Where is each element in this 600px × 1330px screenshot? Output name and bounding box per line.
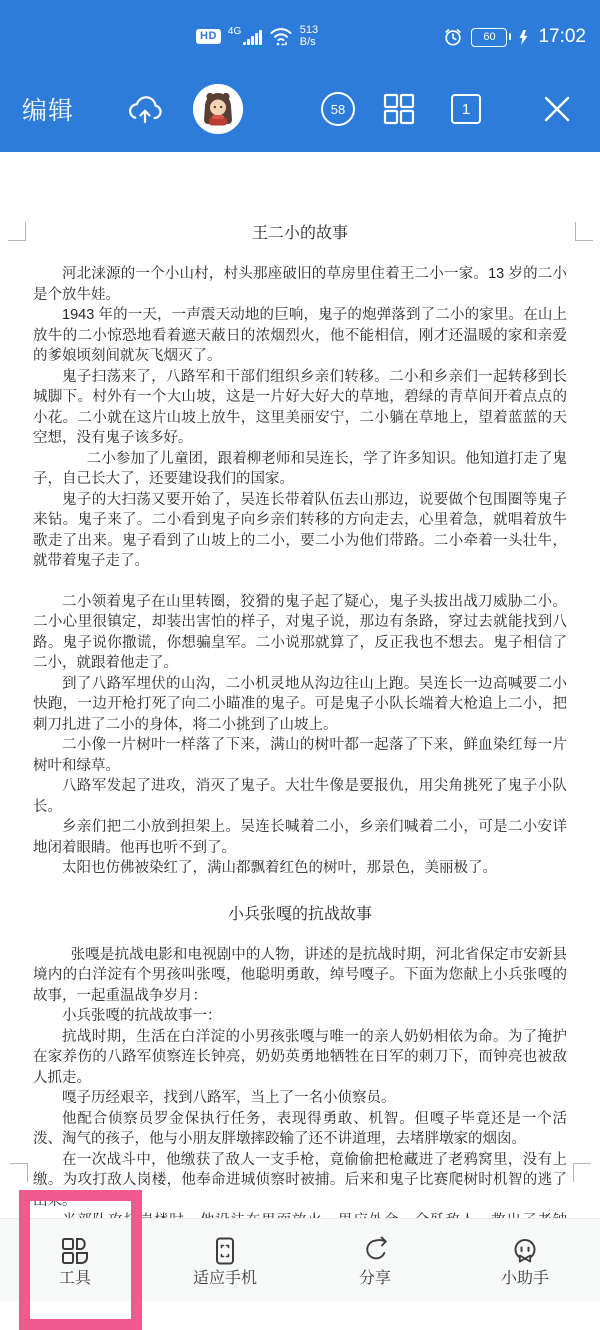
document-paragraph: 1943 年的一天，一声震天动地的巨响，鬼子的炮弹落到了二小的家里。在山上放牛的二小惊恐地看着遮天蔽日的浓烟烈火，他不能相信，刚才还温暖的家和亲爱的爹娘顷刻间就灰飞烟灭了。: [33, 307, 567, 364]
bottom-toolbar: [0, 1218, 600, 1301]
charging-bolt-icon: [519, 30, 528, 45]
network-type-label: 4G: [227, 26, 242, 37]
signal-group: [228, 27, 262, 45]
document-paragraph: 到了八路军埋伏的山沟，二小机灵地从沟边往山上跑。吴连长一边高喊要二小快跑，一边开枪打死了向二小瞄准的鬼子。可是鬼子小队长端着大枪追上二小，把刺刀扎进了二小的身体，将二小挑到了山坡上。: [33, 675, 567, 733]
speed-value: 513: [299, 24, 319, 36]
page-margin-mark-top-right: [575, 222, 593, 241]
status-network-group: [196, 24, 318, 48]
grid-view-icon[interactable]: [382, 92, 416, 126]
close-icon[interactable]: [542, 94, 572, 124]
share-label: 分享: [358, 1270, 391, 1287]
page-margin-mark-bottom-left: [10, 1163, 28, 1182]
network-speed: [300, 24, 318, 48]
tools-label: 工具: [58, 1270, 91, 1287]
fit-phone-label: 适应手机: [192, 1270, 257, 1287]
document-paragraph: 张嘎是抗战电影和电视剧中的人物，讲述的是抗战时期，河北省保定市安新县境内的白洋淀有个男孩叫张嘎，他聪明勇敢，绰号嘎子。下面为您献上小兵张嘎的故事，一起重温战争岁月：: [33, 946, 567, 1004]
page-margin-mark-bottom-right: [573, 1163, 591, 1182]
document-paragraph: 在一次战斗中，他缴获了敌人一支手枪，竟偷偷把枪藏进了老鸦窝里，没有上缴。为攻打敌人岗楼，他奉命进城侦察时被捕。后来和鬼子比赛爬树时机智的逃了出来。: [33, 1151, 567, 1209]
fit-phone-icon: [211, 1237, 239, 1265]
alarm-clock-icon: [443, 27, 463, 47]
edit-button[interactable]: 编辑: [22, 97, 75, 125]
page-indicator-badge[interactable]: [451, 94, 481, 124]
status-time: 17:02: [538, 26, 586, 47]
speed-unit: B/s: [299, 36, 316, 48]
doc-count-badge[interactable]: [321, 92, 355, 126]
battery-icon: [471, 28, 507, 47]
status-bar: [0, 0, 600, 66]
document-page[interactable]: [0, 152, 600, 1218]
app-toolbar: [0, 66, 600, 152]
document-paragraph: 二小参加了儿童团，跟着柳老师和吴连长，学了许多知识。他知道打走了鬼子，自己长大了，还要建设我们的国家。: [33, 450, 567, 487]
share-button[interactable]: [300, 1219, 450, 1301]
wifi-icon: [269, 26, 293, 46]
document-paragraph: 鬼子扫荡来了，八路军和干部们组织乡亲们转移。二小和乡亲们一起转移到长城脚下。村外有一个大山坡，这是一片好大好大的草地，碧绿的青草间开着点点的小花。二小就在这片山坡上放牛，这里美丽安宁，二小躺在草地上，望着蓝蓝的天空想，没有鬼子该多好。: [33, 368, 567, 446]
document-paragraph: 河北涞源的一个小山村，村头那座破旧的草房里住着王二小一家。13 岁的二小是个放牛娃。: [33, 266, 567, 303]
document-paragraph: 太阳也仿佛被染红了，满山都飘着红色的树叶，那景色，美丽极了。: [62, 860, 497, 876]
battery-percent: 60: [483, 30, 496, 43]
assistant-button[interactable]: [450, 1219, 600, 1301]
document-paragraph: 小兵张嘎的抗战故事一：: [62, 1008, 222, 1024]
page-margin-mark-top-left: [8, 222, 26, 241]
document-title: 小兵张嘎的抗战故事: [227, 905, 372, 923]
status-right-group: [443, 26, 586, 48]
avatar[interactable]: [193, 84, 243, 134]
hd-badge: HD: [196, 29, 221, 44]
document-paragraph: 鬼子的大扫荡又要开始了，吴连长带着队伍去山那边，说要做个包围圈等鬼子来钻。鬼子来了。二小看到鬼子向乡亲们转移的方向走去，心里着急，就唱着放牛歌走了出来。鬼子看到了山坡上的二小，要二小为他们带路。二小牵着一头壮牛，就带着鬼子走了。: [33, 491, 567, 569]
tools-grid-icon: [61, 1237, 89, 1265]
document-title: 王二小的故事: [251, 225, 348, 242]
document-paragraph: 八路军发起了进攻，消灭了鬼子。大壮牛像是要报仇，用尖角挑死了鬼子小队长。: [33, 778, 567, 815]
document-paragraph: 他配合侦察员罗金保执行任务，表现得勇敢、机智。但嘎子毕竟还是一个活泼、淘气的孩子，他与小朋友胖墩摔跤输了还不讲道理，去堵胖墩家的烟囱。: [33, 1110, 567, 1147]
cloud-upload-icon[interactable]: [125, 89, 165, 129]
assistant-label: 小助手: [500, 1270, 549, 1287]
doc-count-value: 58: [330, 101, 346, 117]
document-section: [33, 224, 567, 879]
document-paragraph: 二小领着鬼子在山里转圈，狡猾的鬼子起了疑心，鬼子头拔出战刀威胁二小。二小心里很镇定，却装出害怕的样子，对鬼子说，那边有条路，穿过去就能找到八路。鬼子说你撒谎，你想骗皇军。二小说那就算了，反正我也不想去。鬼子相信了二小，就跟着他走了。: [33, 593, 567, 671]
document-paragraph: 嘎子历经艰辛，找到八路军，当上了一名小侦察员。: [62, 1090, 396, 1106]
document-paragraph: 乡亲们把二小放到担架上。吴连长喊着二小，乡亲们喊着二小，可是二小安详地闭着眼睛。他再也听不到了。: [33, 819, 567, 856]
page-indicator-value: 1: [461, 100, 471, 118]
signal-bars-icon: [243, 29, 262, 45]
document-paragraph: 抗战时期，生活在白洋淀的小男孩张嘎与唯一的亲人奶奶相依为命。为了掩护在家养伤的八路军侦察连长钟亮，奶奶英勇地牺牲在日军的刺刀下，而钟亮也被敌人抓走。: [33, 1028, 567, 1086]
fit-phone-button[interactable]: [150, 1219, 300, 1301]
assistant-icon: [511, 1237, 539, 1265]
document-paragraph: 二小像一片树叶一样落了下来，满山的树叶都一起落了下来，鲜血染红每一片树叶和绿草。: [33, 737, 567, 774]
share-icon: [360, 1237, 390, 1265]
tools-button[interactable]: [0, 1219, 150, 1301]
paragraph-container: [33, 264, 567, 879]
